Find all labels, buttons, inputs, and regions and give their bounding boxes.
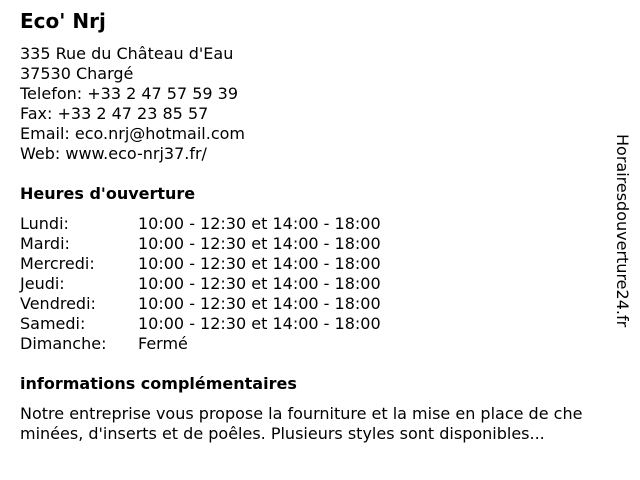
day-label: Vendredi: (20, 294, 96, 313)
email-address: Email: eco.nrj@hotmail.com (20, 124, 246, 143)
hours-row-tuesday (20, 234, 381, 254)
phone-number: Telefon: +33 2 47 57 59 39 (20, 84, 239, 103)
day-hours: 10:00 - 12:30 et 14:00 - 18:00 (138, 234, 381, 253)
day-label: Lundi: (20, 214, 69, 233)
hours-row-sunday (20, 334, 381, 354)
day-label: Jeudi: (20, 274, 65, 293)
website-address: Web: www.eco-nrj37.fr/ (20, 144, 207, 163)
additional-info-heading: informations complémentaires (20, 374, 297, 393)
address-line-2: 37530 Chargé (20, 64, 134, 83)
hours-row-friday (20, 294, 381, 314)
opening-hours-list (20, 214, 381, 354)
hours-row-saturday (20, 314, 381, 334)
day-label: Mercredi: (20, 254, 95, 273)
additional-info-text: Notre entreprise vous propose la fourniture et la mise en place de che minées, d'inserts et de poêles. Plusieurs styles sont disponibles... (20, 404, 583, 443)
day-hours: 10:00 - 12:30 et 14:00 - 18:00 (138, 294, 381, 313)
opening-hours-heading: Heures d'ouverture (20, 184, 196, 203)
hours-row-thursday (20, 274, 381, 294)
fax-number: Fax: +33 2 47 23 85 57 (20, 104, 209, 123)
day-hours: Fermé (138, 334, 188, 353)
address-line-1: 335 Rue du Château d'Eau (20, 44, 234, 63)
day-label: Mardi: (20, 234, 70, 253)
day-hours: 10:00 - 12:30 et 14:00 - 18:00 (138, 274, 381, 293)
business-name: Eco' Nrj (20, 9, 106, 33)
day-hours: 10:00 - 12:30 et 14:00 - 18:00 (138, 314, 381, 333)
day-label: Samedi: (20, 314, 86, 333)
day-hours: 10:00 - 12:30 et 14:00 - 18:00 (138, 254, 381, 273)
hours-row-wednesday (20, 254, 381, 274)
day-label: Dimanche: (20, 334, 107, 353)
contact-block (20, 44, 245, 164)
site-watermark: Horairesdouverture24.fr (613, 134, 632, 328)
day-hours: 10:00 - 12:30 et 14:00 - 18:00 (138, 214, 381, 233)
hours-row-monday (20, 214, 381, 234)
